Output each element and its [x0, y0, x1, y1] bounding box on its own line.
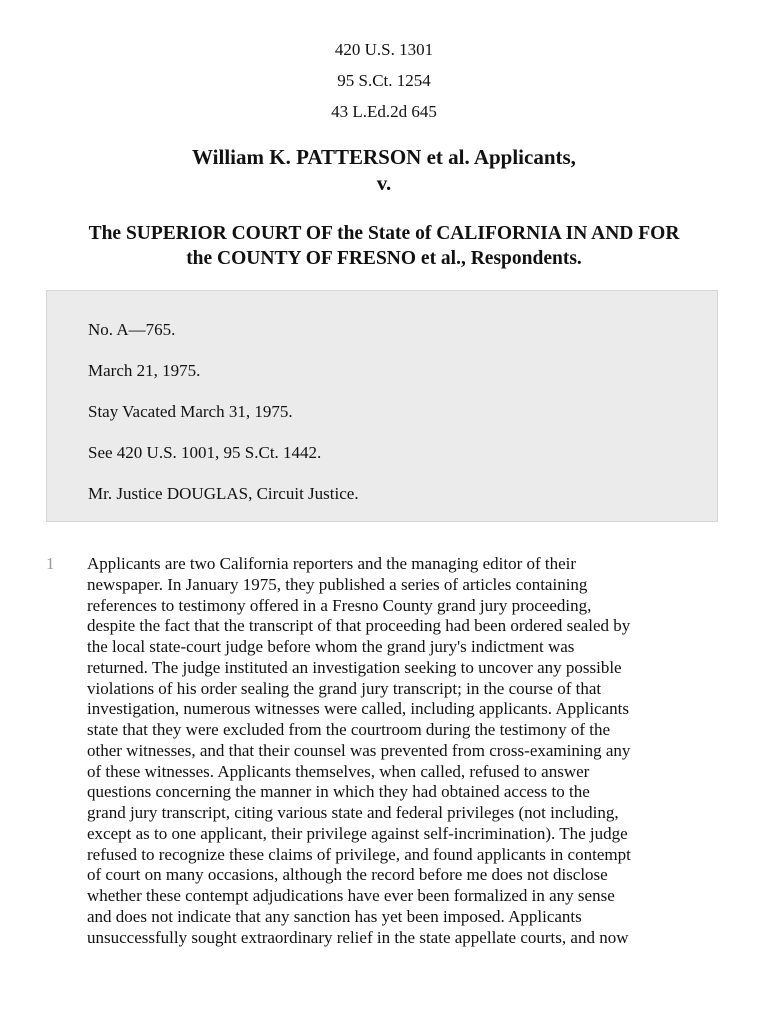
- respondent-title: [20, 221, 748, 271]
- paragraph-line: references to testimony offered in a Fresno County grand jury proceeding,: [87, 595, 592, 615]
- paragraph-line: whether these contempt adjudications have ever been formalized in any sense: [87, 886, 615, 905]
- paragraph-line: state that they were excluded from the courtroom during the testimony of the: [87, 720, 611, 739]
- paragraph-line: other witnesses, and that their counsel was prevented from cross-examining any: [87, 740, 631, 760]
- paragraph-line: investigation, numerous witnesses were called, including applicants. Applicants: [87, 699, 629, 719]
- paragraph-line: except as to one applicant, their privilege against self-incrimination). The judge: [87, 823, 628, 843]
- petitioner-name: William K. PATTERSON et al. Applicants,: [192, 145, 576, 169]
- paragraph-line: the local state-court judge before whom the grand jury's indictment was: [87, 637, 575, 656]
- paragraph-line: and does not indicate that any sanction has yet been imposed. Applicants: [87, 906, 582, 926]
- stay-status: Stay Vacated March 31, 1975.: [88, 402, 293, 421]
- case-title: [20, 144, 748, 196]
- citation-lawyers-edition: 43 L.Ed.2d 645: [331, 102, 437, 121]
- citation-us-reports: 420 U.S. 1301: [334, 40, 434, 59]
- case-info-box: [46, 290, 718, 522]
- citation-supreme-court-reporter: 95 S.Ct. 1254: [337, 71, 431, 90]
- paragraph-line: unsuccessfully sought extraordinary relief in the state appellate courts, and now: [87, 927, 629, 947]
- citation-block: [0, 34, 768, 127]
- paragraph-line: Applicants are two California reporters and the managing editor of their: [87, 554, 577, 573]
- paragraph-number: 1: [46, 554, 55, 573]
- decision-date: March 21, 1975.: [88, 361, 201, 380]
- related-citation: See 420 U.S. 1001, 95 S.Ct. 1442.: [88, 443, 322, 462]
- paragraph-text: [87, 554, 727, 948]
- paragraph-line: questions concerning the manner in which they had obtained access to the: [87, 782, 590, 802]
- paragraph-line: refused to recognize these claims of privilege, and found applicants in contempt: [87, 844, 631, 864]
- docket-number: No. A—765.: [88, 320, 176, 339]
- respondent-line-2: the COUNTY OF FRESNO et al., Respondents.: [186, 248, 582, 269]
- paragraph-line: of court on many occasions, although the record before me does not disclose: [87, 865, 608, 885]
- paragraph-line: despite the fact that the transcript of that proceeding had been ordered sealed by: [87, 616, 631, 636]
- paragraph-line: grand jury transcript, citing various state and federal privileges (not including,: [87, 803, 619, 822]
- paragraph-line: of these witnesses. Applicants themselves, when called, refused to answer: [87, 761, 590, 781]
- paragraph-line: newspaper. In January 1975, they published a series of articles containing: [87, 574, 588, 594]
- circuit-justice: Mr. Justice DOUGLAS, Circuit Justice.: [88, 484, 359, 503]
- paragraph-line: returned. The judge instituted an investigation seeking to uncover any possible: [87, 657, 622, 677]
- versus-label: v.: [376, 171, 392, 195]
- paragraph-line: violations of his order sealing the grand jury transcript; in the course of that: [87, 678, 602, 698]
- respondent-line-1: The SUPERIOR COURT OF the State of CALIFORNIA IN AND FOR: [88, 223, 680, 244]
